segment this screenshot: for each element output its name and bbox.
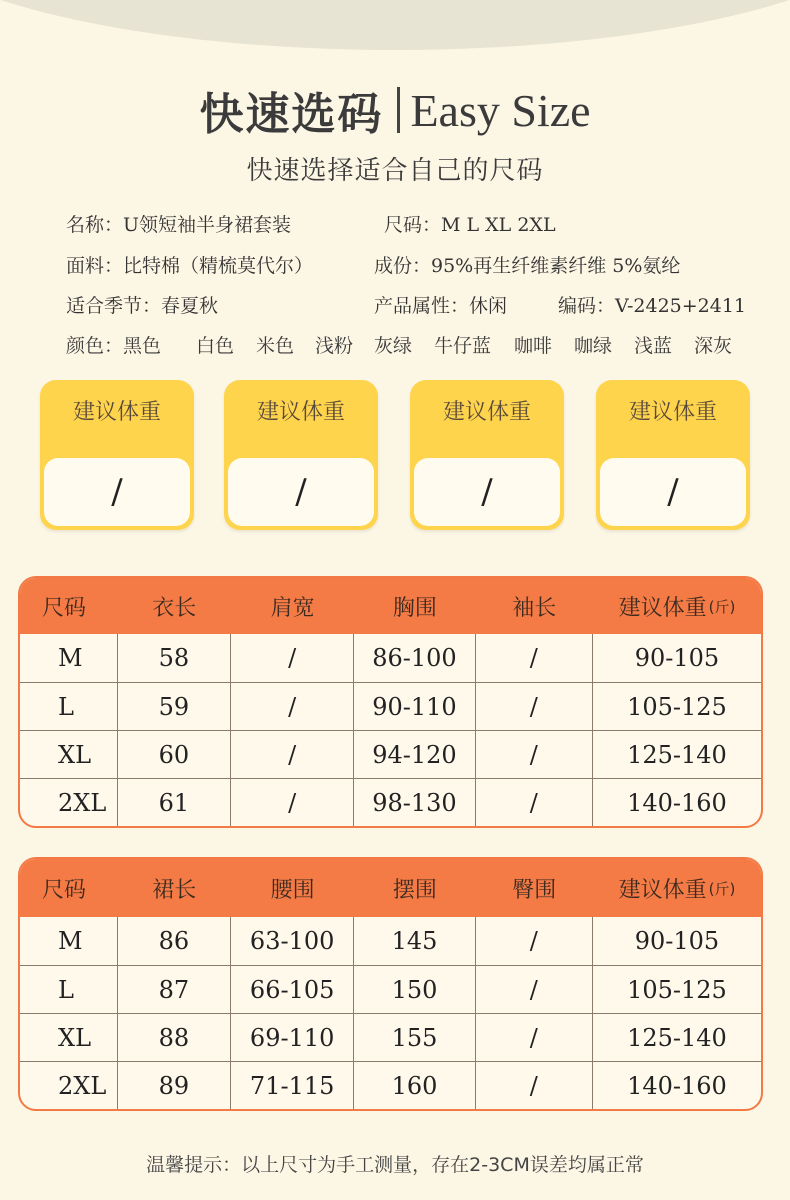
color-item: 咖啡 xyxy=(514,335,553,357)
table-cell: / xyxy=(476,731,593,778)
table-body xyxy=(20,634,761,826)
weight-box-label: 建议体重 xyxy=(72,399,161,425)
color-item: 米色 xyxy=(256,335,295,357)
product-code: 编码：V-2425+2411 xyxy=(558,295,747,317)
table-cell: 61 xyxy=(118,779,231,826)
table-body xyxy=(20,917,761,1109)
table-cell: M xyxy=(20,634,118,682)
weight-box-label: 建议体重 xyxy=(442,399,531,425)
unit-label: (斤) xyxy=(708,879,736,898)
table-header xyxy=(20,578,761,634)
unit-label: (斤) xyxy=(708,597,736,616)
color-item: 牛仔蓝 xyxy=(434,335,492,357)
table-cell: XL xyxy=(20,731,118,778)
table-cell: 155 xyxy=(354,1014,475,1061)
table-cell: / xyxy=(231,683,354,730)
table-cell: 98-130 xyxy=(354,779,475,826)
weight-box-value: / xyxy=(228,458,374,526)
weight-box-value: / xyxy=(414,458,560,526)
table-cell: 88 xyxy=(118,1014,231,1061)
product-composition: 成份：95%再生纤维素纤维 5%氨纶 xyxy=(374,255,681,277)
weight-box-value: / xyxy=(600,458,746,526)
header-cell: 裙长 xyxy=(152,877,197,903)
header-cell xyxy=(593,859,761,917)
header-cell: 肩宽 xyxy=(270,595,315,621)
color-item: 咖绿 xyxy=(574,335,613,357)
table-cell: 2XL xyxy=(20,779,118,826)
table-cell: 145 xyxy=(354,917,475,965)
header-cell: 胸围 xyxy=(392,595,437,621)
table-cell: 59 xyxy=(118,683,231,730)
table-row xyxy=(20,1061,761,1109)
header-cell: 衣长 xyxy=(152,595,197,621)
table-cell: / xyxy=(476,634,593,682)
skirt-size-table xyxy=(18,857,763,1111)
table-cell: 89 xyxy=(118,1062,231,1109)
table-cell: / xyxy=(476,1014,593,1061)
header-cell: 摆围 xyxy=(392,877,437,903)
table-cell: 86 xyxy=(118,917,231,965)
table-cell: 90-105 xyxy=(634,927,720,955)
table-cell: / xyxy=(231,634,354,682)
table-cell: / xyxy=(476,917,593,965)
table-cell: / xyxy=(231,731,354,778)
table-cell: / xyxy=(231,779,354,826)
title-chinese: 快速选码 xyxy=(199,89,384,140)
table-cell: / xyxy=(476,966,593,1013)
table-cell: 71-115 xyxy=(231,1062,354,1109)
product-attribute: 产品属性：休闲 xyxy=(374,295,508,317)
title-english: Easy Size xyxy=(410,84,591,136)
product-fabric: 面料：比特棉（精梳莫代尔） xyxy=(66,255,314,277)
table-cell: 58 xyxy=(118,634,231,682)
table-cell: / xyxy=(476,683,593,730)
table-cell: 90-105 xyxy=(634,644,720,672)
header-label: 建议体重 xyxy=(618,595,707,621)
color-item: 灰绿 xyxy=(374,335,413,357)
table-cell: L xyxy=(20,966,118,1013)
color-item: 浅粉 xyxy=(315,335,354,357)
weight-box-value: / xyxy=(44,458,190,526)
title-divider xyxy=(397,87,400,133)
color-item: 浅蓝 xyxy=(634,335,673,357)
table-cell: 125-140 xyxy=(627,1023,727,1052)
table-cell: / xyxy=(476,779,593,826)
top-size-table xyxy=(18,576,763,828)
table-cell: 140-160 xyxy=(627,1071,727,1100)
table-cell: 66-105 xyxy=(231,966,354,1013)
table-cell: 125-140 xyxy=(627,740,727,769)
table-cell: 86-100 xyxy=(354,634,475,682)
weight-box-label: 建议体重 xyxy=(256,399,345,425)
table-cell: M xyxy=(20,917,118,965)
weight-box xyxy=(410,380,564,530)
table-row xyxy=(20,1013,761,1061)
table-row xyxy=(20,778,761,826)
subtitle: 快速选择适合自己的尺码 xyxy=(246,156,544,186)
table-cell: 105-125 xyxy=(627,692,727,721)
table-row xyxy=(20,965,761,1013)
page-title xyxy=(0,78,790,142)
table-header xyxy=(20,859,761,917)
table-cell: 69-110 xyxy=(231,1014,354,1061)
table-cell: 94-120 xyxy=(354,731,475,778)
table-cell: 60 xyxy=(118,731,231,778)
color-item: 颜色：黑色 xyxy=(66,335,162,357)
table-cell: 90-110 xyxy=(354,683,475,730)
product-name: 名称：U领短袖半身裙套装 xyxy=(66,214,292,236)
weight-box xyxy=(224,380,378,530)
table-cell: 160 xyxy=(354,1062,475,1109)
product-sizes: 尺码：M L XL 2XL xyxy=(384,214,556,236)
table-cell: 105-125 xyxy=(627,975,727,1004)
table-cell: / xyxy=(476,1062,593,1109)
header-cell xyxy=(593,578,761,634)
table-cell: 140-160 xyxy=(627,788,727,817)
table-cell: 63-100 xyxy=(231,917,354,965)
color-item: 白色 xyxy=(196,335,235,357)
table-row xyxy=(20,730,761,778)
table-row xyxy=(20,682,761,730)
table-cell: 150 xyxy=(354,966,475,1013)
table-cell: 2XL xyxy=(20,1062,118,1109)
weight-box xyxy=(596,380,750,530)
table-row xyxy=(20,634,761,682)
table-cell: 87 xyxy=(118,966,231,1013)
header-label: 建议体重 xyxy=(618,877,707,903)
header-cell: 尺码 xyxy=(42,877,87,903)
table-cell: L xyxy=(20,683,118,730)
header-cell: 尺码 xyxy=(42,595,87,621)
table-row xyxy=(20,917,761,965)
weight-box xyxy=(40,380,194,530)
color-item: 深灰 xyxy=(694,335,733,357)
table-cell: XL xyxy=(20,1014,118,1061)
header-cell: 袖长 xyxy=(512,595,557,621)
product-season: 适合季节：春夏秋 xyxy=(66,295,219,317)
footer-note: 温馨提示：以上尺寸为手工测量，存在2-3CM误差均属正常 xyxy=(146,1154,644,1176)
weight-box-label: 建议体重 xyxy=(628,399,717,425)
header-cell: 腰围 xyxy=(270,877,315,903)
header-cell: 臀围 xyxy=(512,877,557,903)
top-decoration xyxy=(0,0,790,58)
